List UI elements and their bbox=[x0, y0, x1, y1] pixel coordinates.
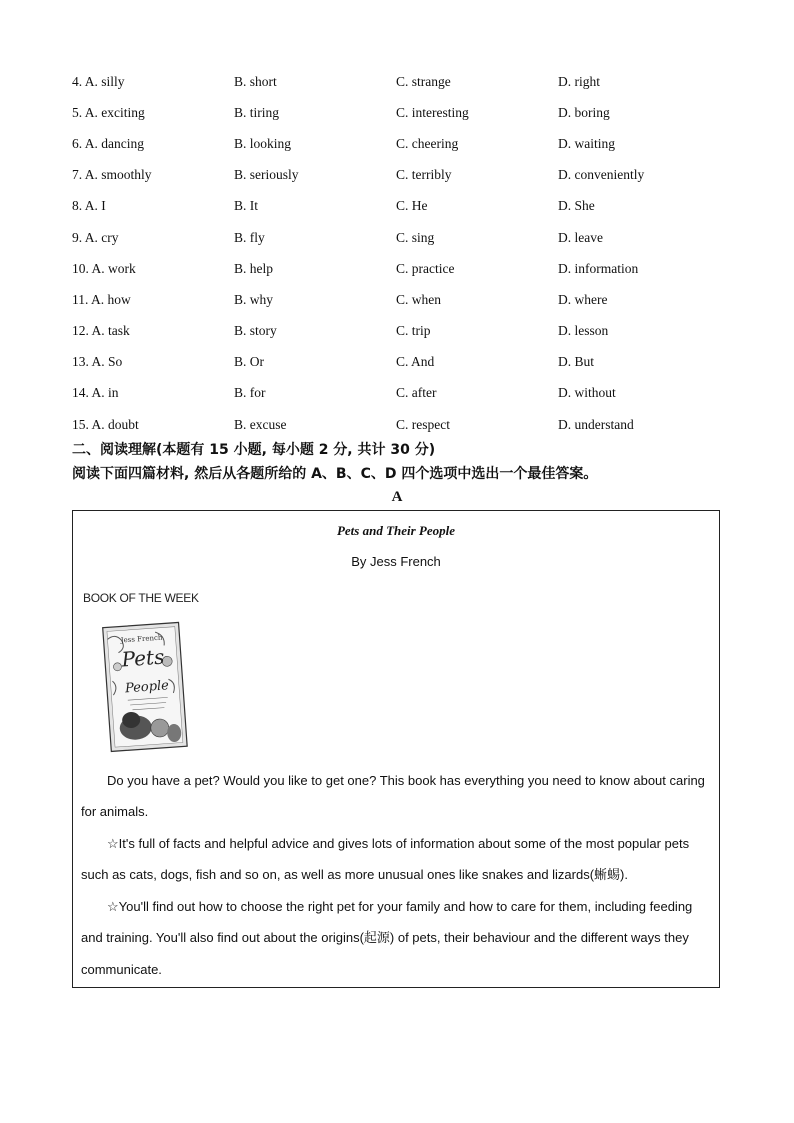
option-b: B. looking bbox=[234, 135, 292, 151]
option-row bbox=[72, 316, 722, 347]
option-row bbox=[72, 222, 722, 253]
option-c: C. He bbox=[396, 198, 428, 214]
option-a: 4. A. silly bbox=[72, 73, 125, 89]
option-b: B. excuse bbox=[234, 416, 287, 432]
option-b: B. short bbox=[234, 73, 277, 89]
option-a: 11. A. how bbox=[72, 291, 131, 307]
passage-paragraph-text: ☆You'll find out how to choose the right pet for your family and how to care for them, including feeding and training. You'll also find out about the origins(起源) of pets, their behaviour and the different ways they communicate. bbox=[81, 899, 693, 977]
option-row bbox=[72, 97, 722, 128]
option-a: 5. A. exciting bbox=[72, 104, 145, 120]
passage-paragraph bbox=[81, 891, 711, 985]
options-list bbox=[72, 66, 722, 440]
option-d: D. where bbox=[558, 291, 608, 307]
book-title: Pets and Their People bbox=[336, 523, 456, 538]
passage-paragraph-text: Do you have a pet? Would you like to get one? This book has everything you need to know about caring for animals. bbox=[81, 773, 705, 820]
option-b: B. help bbox=[234, 260, 273, 276]
option-b: B. tiring bbox=[234, 104, 280, 120]
book-of-the-week-badge: BOOK OF THE WEEK bbox=[83, 591, 199, 605]
passage-paragraph-text: ☆It's full of facts and helpful advice and gives lots of information about some of the most popular pets such as cats, dogs, fish and so on, as well as more unusual ones like snakes and lizards(蜥蜴). bbox=[81, 836, 690, 883]
section-instruction: 阅读下面四篇材料, 然后从各题所给的 A、B、C、D 四个选项中选出一个最佳答案。 bbox=[72, 466, 598, 482]
option-a: 10. A. work bbox=[72, 260, 136, 276]
option-c: C. respect bbox=[396, 416, 450, 432]
option-d: D. waiting bbox=[558, 135, 615, 151]
option-a: 12. A. task bbox=[72, 323, 130, 339]
cover-author-text: Jess French bbox=[120, 633, 163, 645]
book-cover-image bbox=[99, 619, 189, 757]
option-d: D. lesson bbox=[558, 323, 609, 339]
option-b: B. why bbox=[234, 291, 274, 307]
option-c: C. when bbox=[396, 291, 441, 307]
option-a: 7. A. smoothly bbox=[72, 167, 152, 183]
option-c: C. strange bbox=[396, 73, 451, 89]
option-row bbox=[72, 66, 722, 97]
cover-title-text: Pets bbox=[120, 644, 166, 672]
option-b: B. It bbox=[234, 198, 259, 214]
option-c: C. interesting bbox=[396, 104, 469, 120]
book-author: By Jess French bbox=[351, 554, 441, 569]
option-row bbox=[72, 160, 722, 191]
option-a: 9. A. cry bbox=[72, 229, 119, 245]
option-row bbox=[72, 284, 722, 315]
passage-box bbox=[72, 510, 720, 988]
option-row bbox=[72, 347, 722, 378]
section-heading: 二、阅读理解(本题有 15 小题, 每小题 2 分, 共计 30 分) bbox=[72, 442, 436, 458]
option-d: D. without bbox=[558, 385, 616, 401]
option-a: 8. A. I bbox=[72, 198, 106, 214]
option-a: 15. A. doubt bbox=[72, 416, 139, 432]
option-c: C. practice bbox=[396, 260, 455, 276]
option-c: C. And bbox=[396, 354, 435, 370]
passage-paragraph bbox=[81, 828, 711, 891]
option-a: 6. A. dancing bbox=[72, 135, 144, 151]
option-d: D. boring bbox=[558, 104, 610, 120]
option-a: 13. A. So bbox=[72, 354, 123, 370]
option-d: D. She bbox=[558, 198, 595, 214]
option-c: C. after bbox=[396, 385, 437, 401]
option-d: D. leave bbox=[558, 229, 603, 245]
passage-paragraph bbox=[81, 765, 711, 828]
option-b: B. Or bbox=[234, 354, 264, 370]
option-row bbox=[72, 128, 722, 159]
cover-title-text-2: People bbox=[124, 678, 170, 697]
option-d: D. But bbox=[558, 354, 595, 370]
option-row bbox=[72, 191, 722, 222]
option-row bbox=[72, 253, 722, 284]
option-d: D. information bbox=[558, 260, 639, 276]
option-row bbox=[72, 378, 722, 409]
option-d: D. right bbox=[558, 73, 600, 89]
option-c: C. sing bbox=[396, 229, 435, 245]
option-b: B. seriously bbox=[234, 167, 299, 183]
option-d: D. conveniently bbox=[558, 167, 645, 183]
option-c: C. terribly bbox=[396, 167, 452, 183]
option-b: B. fly bbox=[234, 229, 265, 245]
option-c: C. trip bbox=[396, 323, 431, 339]
option-a: 14. A. in bbox=[72, 385, 119, 401]
option-c: C. cheering bbox=[396, 135, 459, 151]
passage-label: A bbox=[391, 489, 403, 505]
option-b: B. for bbox=[234, 385, 266, 401]
option-row bbox=[72, 409, 722, 440]
option-d: D. understand bbox=[558, 416, 634, 432]
option-b: B. story bbox=[234, 323, 277, 339]
